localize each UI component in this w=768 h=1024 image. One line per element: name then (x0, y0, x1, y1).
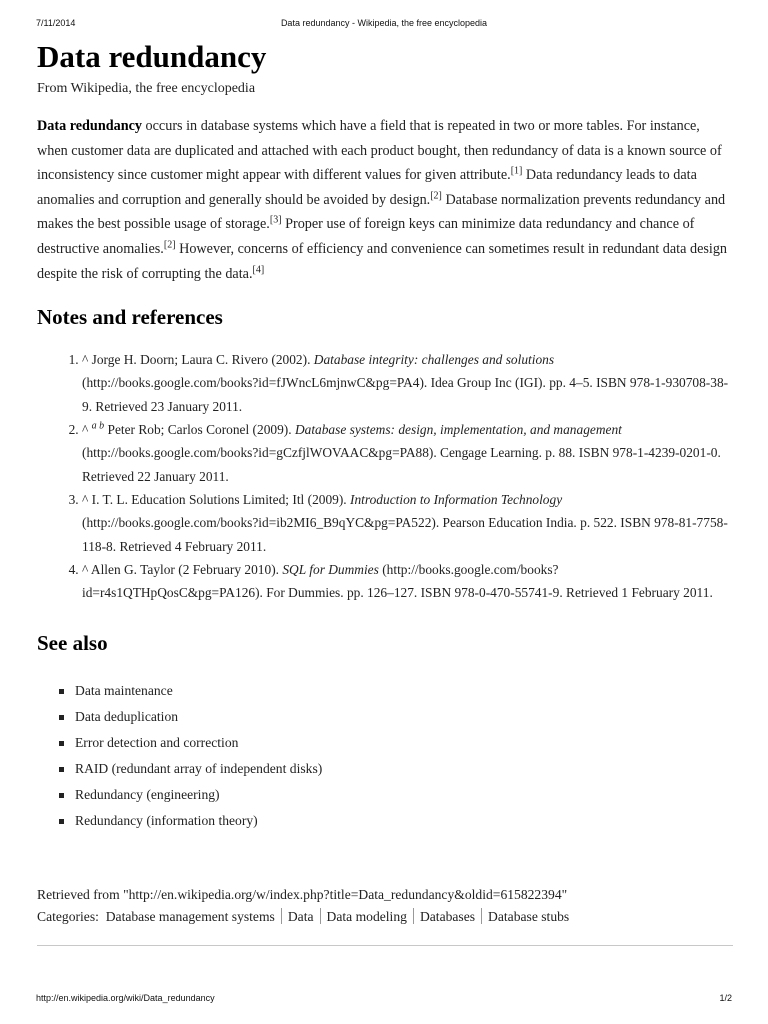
print-url: http://en.wikipedia.org/wiki/Data_redundancy (36, 993, 215, 1003)
category-link[interactable]: Databases (419, 909, 476, 925)
category-link[interactable]: Data (287, 909, 314, 925)
ref-authors: Peter Rob; Carlos Coronel (2009). (104, 422, 295, 438)
category-link[interactable]: Database management systems (105, 909, 275, 925)
see-also-link[interactable]: Data maintenance (75, 678, 733, 704)
ref-caret[interactable]: ^ (82, 352, 89, 368)
ref-title[interactable]: SQL for Dummies (282, 561, 379, 577)
article-title: Data redundancy (37, 39, 267, 74)
see-also-link[interactable]: Data deduplication (75, 704, 733, 730)
ref-details: (http://books.google.com/books?id=gCzfjlWOVAAC&pg=PA88). Cengage Learning. p. 88. ISBN 978-1-4239-0201-0. Retrieved 22 January 2011. (82, 445, 721, 484)
ref-details: (http://books.google.com/books?id=fJWncL6mjnwC&pg=PA4). Idea Group Inc (IGI). pp. 4–5. ISBN 978-1-930708-38-9. Retrieved 23 January 2011. (82, 375, 729, 414)
ref-backlinks[interactable]: a b (91, 420, 105, 432)
article-subtitle: From Wikipedia, the free encyclopedia (37, 81, 256, 96)
reference-item (82, 488, 733, 558)
print-date: 7/11/2014 (36, 18, 76, 28)
intro-text-4: Proper use of foreign keys can minimize data redundancy and chance of destructive anomalies. (37, 216, 695, 257)
ref-title[interactable]: Introduction to Information Technology (350, 491, 563, 507)
reference-item (82, 558, 733, 605)
ref-title[interactable]: Database systems: design, implementation, and management (294, 422, 622, 438)
reference-item (82, 418, 733, 488)
intro-text-2: Data redundancy leads to data anomalies and corruption and generally should be avoided by design. (37, 167, 697, 208)
ref-authors: Jorge H. Doorn; Laura C. Rivero (2002). (88, 352, 314, 368)
intro-text-5: However, concerns of efficiency and convenience can sometimes result in redundant data design despite the risk of corrupting the data. (37, 240, 728, 282)
print-header (36, 18, 732, 32)
see-also-link[interactable]: Redundancy (engineering) (75, 782, 733, 808)
citation-link-5[interactable]: [4] (252, 263, 265, 275)
categories-label: Categories: (37, 909, 99, 925)
notes-heading: Notes and references (37, 305, 223, 330)
print-page-title: Data redundancy - Wikipedia, the free encyclopedia (280, 18, 488, 28)
citation-link-2[interactable]: [2] (430, 190, 442, 202)
citation-link-4[interactable]: [2] (163, 239, 176, 251)
see-also-heading: See also (37, 631, 108, 656)
ref-authors: Allen G. Taylor (2 February 2010). (88, 561, 283, 577)
category-divider (281, 908, 282, 924)
category-link[interactable]: Database stubs (488, 909, 570, 925)
category-divider (413, 908, 414, 924)
citation-link-1[interactable]: [1] (510, 165, 523, 177)
ref-caret[interactable]: ^ (82, 491, 89, 507)
retrieved-from: Retrieved from "http://en.wikipedia.org/w/index.php?title=Data_redundancy&oldid=615822394" (37, 887, 568, 903)
footer-divider (37, 945, 733, 946)
category-divider (320, 908, 321, 924)
print-page-number: 1/2 (719, 993, 732, 1003)
categories-bar (37, 907, 733, 927)
category-divider (481, 908, 482, 924)
intro-paragraph (37, 114, 733, 286)
see-also-link[interactable]: RAID (redundant array of independent disks) (75, 756, 733, 782)
category-link[interactable]: Data modeling (326, 909, 407, 925)
intro-text-1: occurs in database systems which have a field that is repeated in two or more tables. For instance, when customer data are duplicated and attached with each product bought, then redundancy of data is a known source of inconsistency since customer might appear with different values for given attribute. (37, 118, 722, 184)
ref-caret[interactable]: ^ (82, 561, 89, 577)
see-also-link[interactable]: Error detection and correction (75, 730, 733, 756)
citation-link-3[interactable]: [3] (269, 214, 282, 226)
ref-authors: I. T. L. Education Solutions Limited; Itl (2009). (88, 491, 351, 507)
see-also-link[interactable]: Redundancy (information theory) (75, 808, 733, 834)
reference-item (82, 348, 733, 418)
ref-details: (http://books.google.com/books?id=r4s1QTHpQosC&pg=PA126). For Dummies. pp. 126–127. ISBN 978-0-470-55741-9. Retrieved 1 February 2011. (82, 561, 713, 601)
see-also-list (37, 678, 733, 834)
intro-bold-term: Data redundancy (37, 118, 142, 134)
print-footer (36, 993, 732, 1007)
ref-details: (http://books.google.com/books?id=ib2MI6_B9qYC&pg=PA522). Pearson Education India. p. 522. ISBN 978-81-7758-118-8. Retrieved 4 February 2011. (82, 515, 728, 554)
article-content (37, 38, 733, 946)
ref-title[interactable]: Database integrity: challenges and solutions (313, 352, 555, 368)
references-list (37, 348, 733, 604)
ref-caret[interactable]: ^ (82, 422, 89, 438)
intro-text-3: Database normalization prevents redundancy and makes the best possible usage of storage. (37, 191, 726, 233)
